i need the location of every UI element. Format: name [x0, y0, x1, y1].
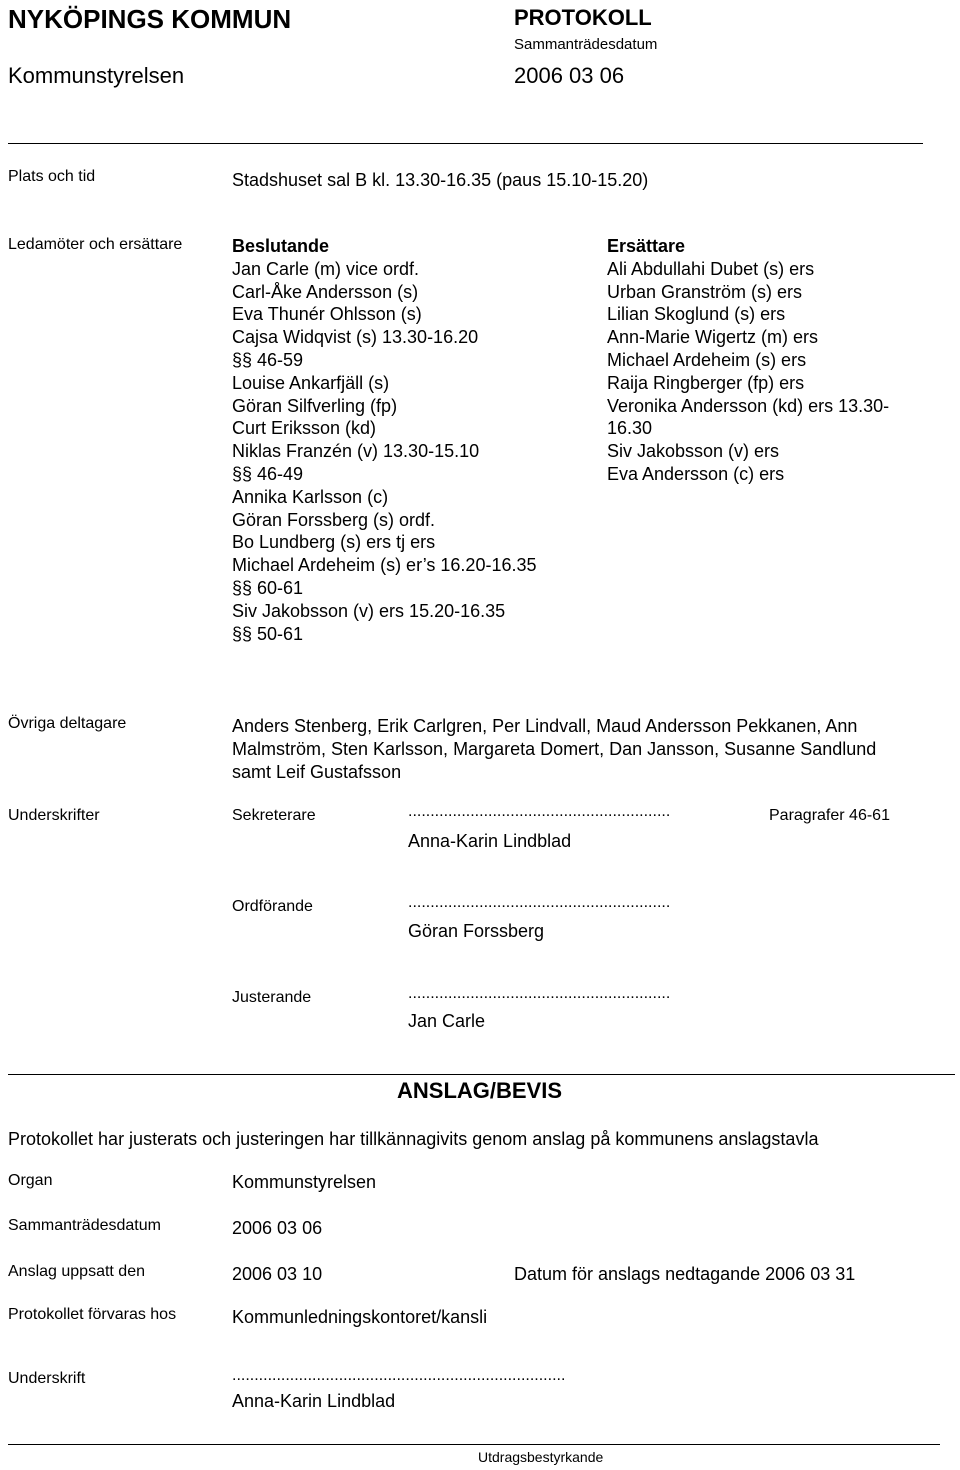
substitutes-column — [607, 235, 889, 486]
deciding-member: Niklas Franzén (v) 13.30-15.10 — [232, 441, 480, 462]
deciding-member: Göran Forssberg (s) ordf. — [232, 509, 436, 530]
organ-label: Organ — [8, 1172, 53, 1189]
substitutes-list — [607, 258, 889, 486]
notice-heading: ANSLAG/BEVIS — [397, 1078, 563, 1103]
signature-name: Anna-Karin Lindblad — [232, 1391, 396, 1411]
posted-label: Anslag uppsatt den — [8, 1263, 145, 1280]
chair-label: Ordförande — [232, 898, 313, 915]
date-label: Sammanträdesdatum — [514, 36, 658, 53]
deciding-member: Göran Silfverling (fp) — [232, 395, 398, 416]
substitute-member: 16.30 — [607, 418, 653, 439]
deciding-member: Curt Eriksson (kd) — [232, 418, 377, 439]
deciding-member: Cajsa Widqvist (s) 13.30-16.20 — [232, 327, 479, 348]
doc-type: PROTOKOLL — [514, 5, 652, 30]
others-line: samt Leif Gustafsson — [232, 761, 402, 782]
paragraphs: Paragrafer 46-61 — [769, 807, 890, 824]
footer-text: Utdragsbestyrkande — [478, 1449, 604, 1465]
signatures-label: Underskrifter — [8, 807, 100, 824]
others-text — [232, 715, 876, 783]
deciding-member: Carl-Åke Andersson (s) — [232, 281, 419, 302]
adjuster-signature-line: ........................................................... — [408, 985, 671, 1002]
notice-rule — [8, 1074, 955, 1075]
others-line: Malmström, Sten Karlsson, Margareta Domert, Dan Jansson, Susanne Sandlund — [232, 738, 877, 759]
deciding-member: §§ 46-59 — [232, 349, 304, 370]
substitute-member: Michael Ardeheim (s) ers — [607, 349, 807, 370]
substitute-member: Siv Jakobsson (v) ers — [607, 441, 780, 462]
deciding-member: Annika Karlsson (c) — [232, 486, 389, 507]
secretary-label: Sekreterare — [232, 807, 316, 824]
deciding-member: Siv Jakobsson (v) ers 15.20-16.35 — [232, 600, 506, 621]
substitute-member: Ali Abdullahi Dubet (s) ers — [607, 258, 815, 279]
header-rule — [8, 143, 923, 144]
deciding-list — [232, 258, 537, 646]
signature-line: ........................................................................... — [232, 1367, 566, 1384]
chair-signature-line: ........................................................... — [408, 894, 671, 911]
notice-statement: Protokollet har justerats och justeringen har tillkännagivits genom anslag på kommunens anslagstavla — [8, 1129, 819, 1149]
chair-name: Göran Forssberg — [408, 921, 545, 941]
deciding-member: Louise Ankarfjäll (s) — [232, 372, 390, 393]
deciding-heading: Beslutande — [232, 236, 330, 256]
committee-name: Kommunstyrelsen — [8, 63, 185, 88]
org-name: NYKÖPINGS KOMMUN — [8, 4, 292, 34]
others-line: Anders Stenberg, Erik Carlgren, Per Lindvall, Maud Andersson Pekkanen, Ann — [232, 716, 858, 736]
deciding-member: §§ 46-49 — [232, 463, 304, 484]
secretary-signature-line: ........................................................... — [408, 803, 671, 820]
secretary-name: Anna-Karin Lindblad — [408, 831, 572, 851]
members-label: Ledamöter och ersättare — [8, 236, 183, 253]
deciding-member: §§ 50-61 — [232, 623, 304, 644]
place-value: Stadshuset sal B kl. 13.30-16.35 (paus 15.10-15.20) — [232, 170, 649, 190]
deciding-column — [232, 235, 537, 645]
substitutes-heading: Ersättare — [607, 236, 686, 256]
deciding-member: Jan Carle (m) vice ordf. — [232, 258, 420, 279]
substitute-member: Raija Ringberger (fp) ers — [607, 372, 805, 393]
deciding-member: Bo Lundberg (s) ers tj ers — [232, 532, 436, 553]
organ-value: Kommunstyrelsen — [232, 1172, 377, 1192]
posted-value: 2006 03 10 — [232, 1264, 323, 1284]
footer-rule — [8, 1444, 940, 1445]
meeting-date-value: 2006 03 06 — [232, 1218, 323, 1238]
place-label: Plats och tid — [8, 168, 96, 185]
signature-label: Underskrift — [8, 1370, 86, 1387]
substitute-member: Eva Andersson (c) ers — [607, 463, 785, 484]
others-label: Övriga deltagare — [8, 715, 127, 732]
removal-date: Datum för anslags nedtagande 2006 03 31 — [514, 1264, 856, 1284]
substitute-member: Lilian Skoglund (s) ers — [607, 304, 786, 325]
kept-label: Protokollet förvaras hos — [8, 1306, 177, 1323]
substitute-member: Urban Granström (s) ers — [607, 281, 803, 302]
substitute-member: Ann-Marie Wigertz (m) ers — [607, 327, 819, 348]
kept-value: Kommunledningskontoret/kansli — [232, 1307, 488, 1327]
deciding-member: Michael Ardeheim (s) er’s 16.20-16.35 — [232, 555, 537, 576]
meeting-date-label: Sammanträdesdatum — [8, 1217, 161, 1234]
deciding-member: §§ 60-61 — [232, 577, 304, 598]
meeting-date: 2006 03 06 — [514, 63, 625, 88]
substitute-member: Veronika Andersson (kd) ers 13.30- — [607, 395, 890, 416]
deciding-member: Eva Thunér Ohlsson (s) — [232, 304, 422, 325]
adjuster-label: Justerande — [232, 989, 312, 1006]
adjuster-name: Jan Carle — [408, 1011, 486, 1031]
